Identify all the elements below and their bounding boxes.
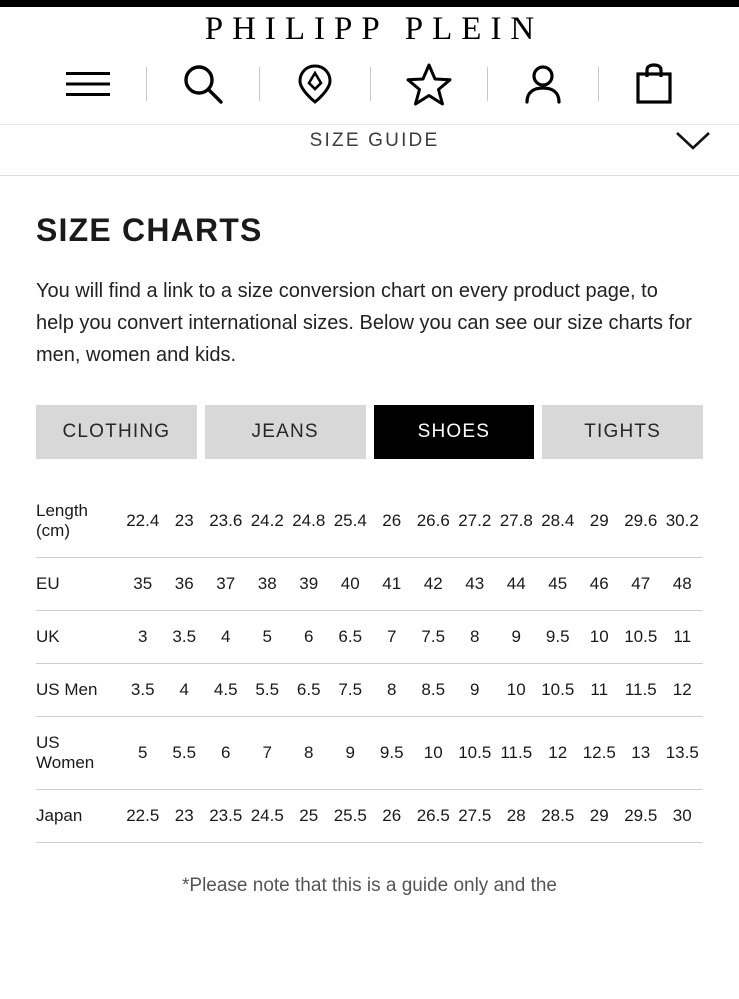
table-cell: 3 <box>138 627 148 646</box>
table-cell: 42 <box>423 574 443 593</box>
table-cell: 23 <box>174 511 194 530</box>
table-cell: 8 <box>470 627 480 646</box>
size-chart-tabs <box>36 405 703 459</box>
table-cell: 5.5 <box>255 680 280 699</box>
table-cell: 28.4 <box>541 511 575 530</box>
table-cell: 13.5 <box>665 743 699 762</box>
intro-paragraph: You will find a link to a size conversion chart on every product page, to help you convert international sizes. Below you can see our size charts for men, women and kids. <box>36 280 692 366</box>
brand-wordmark: PHILIPP PLEIN <box>204 11 544 47</box>
main-navigation <box>0 50 739 124</box>
table-cell: 9.5 <box>545 627 570 646</box>
table-cell: 28 <box>506 806 526 825</box>
table-cell: 6.5 <box>296 680 321 699</box>
table-row <box>36 558 703 611</box>
table-cell: 26 <box>382 806 402 825</box>
row-header: EU <box>36 574 60 593</box>
tab-jeans[interactable]: JEANS <box>205 405 366 459</box>
nav-item-menu[interactable] <box>30 68 146 100</box>
table-cell: 24.5 <box>250 806 284 825</box>
table-cell: 13 <box>631 743 651 762</box>
menu-icon[interactable] <box>65 68 111 100</box>
table-cell: 9.5 <box>379 743 404 762</box>
table-cell: 6 <box>304 627 314 646</box>
table-cell: 45 <box>548 574 568 593</box>
nav-item-store-locator[interactable] <box>260 63 370 105</box>
table-cell: 29 <box>589 806 609 825</box>
table-cell: 27.5 <box>458 806 492 825</box>
row-header: Length (cm) <box>36 501 88 540</box>
table-cell: 47 <box>631 574 651 593</box>
table-cell: 9 <box>511 627 521 646</box>
table-cell: 30.2 <box>665 511 699 530</box>
size-guide-accordion[interactable] <box>0 124 739 176</box>
table-cell: 25.5 <box>333 806 367 825</box>
page-title: SIZE CHARTS <box>36 212 263 248</box>
row-header: UK <box>36 627 60 646</box>
table-cell: 10 <box>423 743 443 762</box>
size-guide-label: SIZE GUIDE <box>309 130 440 151</box>
table-cell: 26.5 <box>416 806 450 825</box>
table-cell: 6.5 <box>338 627 363 646</box>
table-row <box>36 485 703 558</box>
table-row <box>36 664 703 717</box>
table-cell: 44 <box>506 574 526 593</box>
table-cell: 29.6 <box>624 511 658 530</box>
row-header: US Women <box>36 733 95 772</box>
table-cell: 30 <box>672 806 692 825</box>
table-cell: 7.5 <box>338 680 363 699</box>
table-cell: 25.4 <box>333 511 367 530</box>
tab-shoes[interactable]: SHOES <box>374 405 535 459</box>
table-cell: 43 <box>465 574 485 593</box>
table-cell: 48 <box>672 574 692 593</box>
table-cell: 29 <box>589 511 609 530</box>
table-cell: 39 <box>299 574 319 593</box>
table-cell: 3.5 <box>172 627 197 646</box>
table-cell: 12.5 <box>582 743 616 762</box>
table-cell: 7 <box>387 627 397 646</box>
shoes-size-table <box>36 485 703 843</box>
table-cell: 5 <box>262 627 272 646</box>
table-cell: 7 <box>262 743 272 762</box>
table-cell: 35 <box>133 574 153 593</box>
table-cell: 27.8 <box>499 511 533 530</box>
nav-item-account[interactable] <box>488 63 598 105</box>
row-header: Japan <box>36 806 83 825</box>
table-cell: 9 <box>345 743 355 762</box>
table-cell: 6 <box>221 743 231 762</box>
table-cell: 10.5 <box>624 627 658 646</box>
table-cell: 12 <box>548 743 568 762</box>
table-cell: 46 <box>589 574 609 593</box>
table-cell: 27.2 <box>458 511 492 530</box>
main-content <box>0 176 739 901</box>
table-cell: 11 <box>590 680 609 699</box>
table-cell: 9 <box>470 680 480 699</box>
table-cell: 4 <box>221 627 231 646</box>
table-cell: 28.5 <box>541 806 575 825</box>
table-cell: 38 <box>257 574 277 593</box>
star-icon[interactable] <box>406 62 452 106</box>
table-cell: 24.2 <box>250 511 284 530</box>
brand-header <box>0 7 739 50</box>
tab-clothing[interactable]: CLOTHING <box>36 405 197 459</box>
shopping-bag-icon[interactable] <box>634 63 674 105</box>
chevron-down-icon[interactable] <box>675 131 711 151</box>
table-cell: 26 <box>382 511 402 530</box>
nav-item-wishlist[interactable] <box>371 62 487 106</box>
table-row <box>36 611 703 664</box>
location-pin-icon[interactable] <box>295 63 335 105</box>
table-cell: 11 <box>673 627 692 646</box>
table-cell: 4 <box>179 680 189 699</box>
top-black-bar <box>0 0 739 7</box>
row-header: US Men <box>36 680 98 699</box>
table-cell: 12 <box>672 680 692 699</box>
table-cell: 8.5 <box>421 680 446 699</box>
table-cell: 10.5 <box>541 680 575 699</box>
table-cell: 5 <box>138 743 148 762</box>
table-cell: 36 <box>174 574 194 593</box>
table-cell: 4.5 <box>213 680 238 699</box>
table-cell: 29.5 <box>624 806 658 825</box>
table-cell: 3.5 <box>130 680 155 699</box>
table-cell: 22.5 <box>126 806 160 825</box>
table-cell: 40 <box>340 574 360 593</box>
table-cell: 10 <box>506 680 526 699</box>
table-row <box>36 717 703 790</box>
table-cell: 10.5 <box>458 743 492 762</box>
table-cell: 23 <box>174 806 194 825</box>
table-cell: 41 <box>382 574 402 593</box>
table-cell: 8 <box>387 680 397 699</box>
nav-item-cart[interactable] <box>599 63 709 105</box>
tab-tights[interactable]: TIGHTS <box>542 405 703 459</box>
size-table-body <box>36 485 703 843</box>
table-cell: 22.4 <box>126 511 160 530</box>
table-cell: 23.6 <box>209 511 243 530</box>
table-cell: 24.8 <box>292 511 326 530</box>
table-cell: 26.6 <box>416 511 450 530</box>
table-footnote: *Please note that this is a guide only and the <box>182 875 557 896</box>
table-cell: 25 <box>299 806 319 825</box>
table-cell: 8 <box>304 743 314 762</box>
table-cell: 37 <box>216 574 236 593</box>
table-cell: 23.5 <box>209 806 243 825</box>
account-icon[interactable] <box>523 63 563 105</box>
nav-item-search[interactable] <box>147 63 259 105</box>
table-cell: 11.5 <box>624 680 657 699</box>
table-row <box>36 790 703 843</box>
table-cell: 11.5 <box>500 743 533 762</box>
table-cell: 7.5 <box>421 627 446 646</box>
table-cell: 5.5 <box>172 743 197 762</box>
table-cell: 10 <box>589 627 609 646</box>
search-icon[interactable] <box>182 63 224 105</box>
